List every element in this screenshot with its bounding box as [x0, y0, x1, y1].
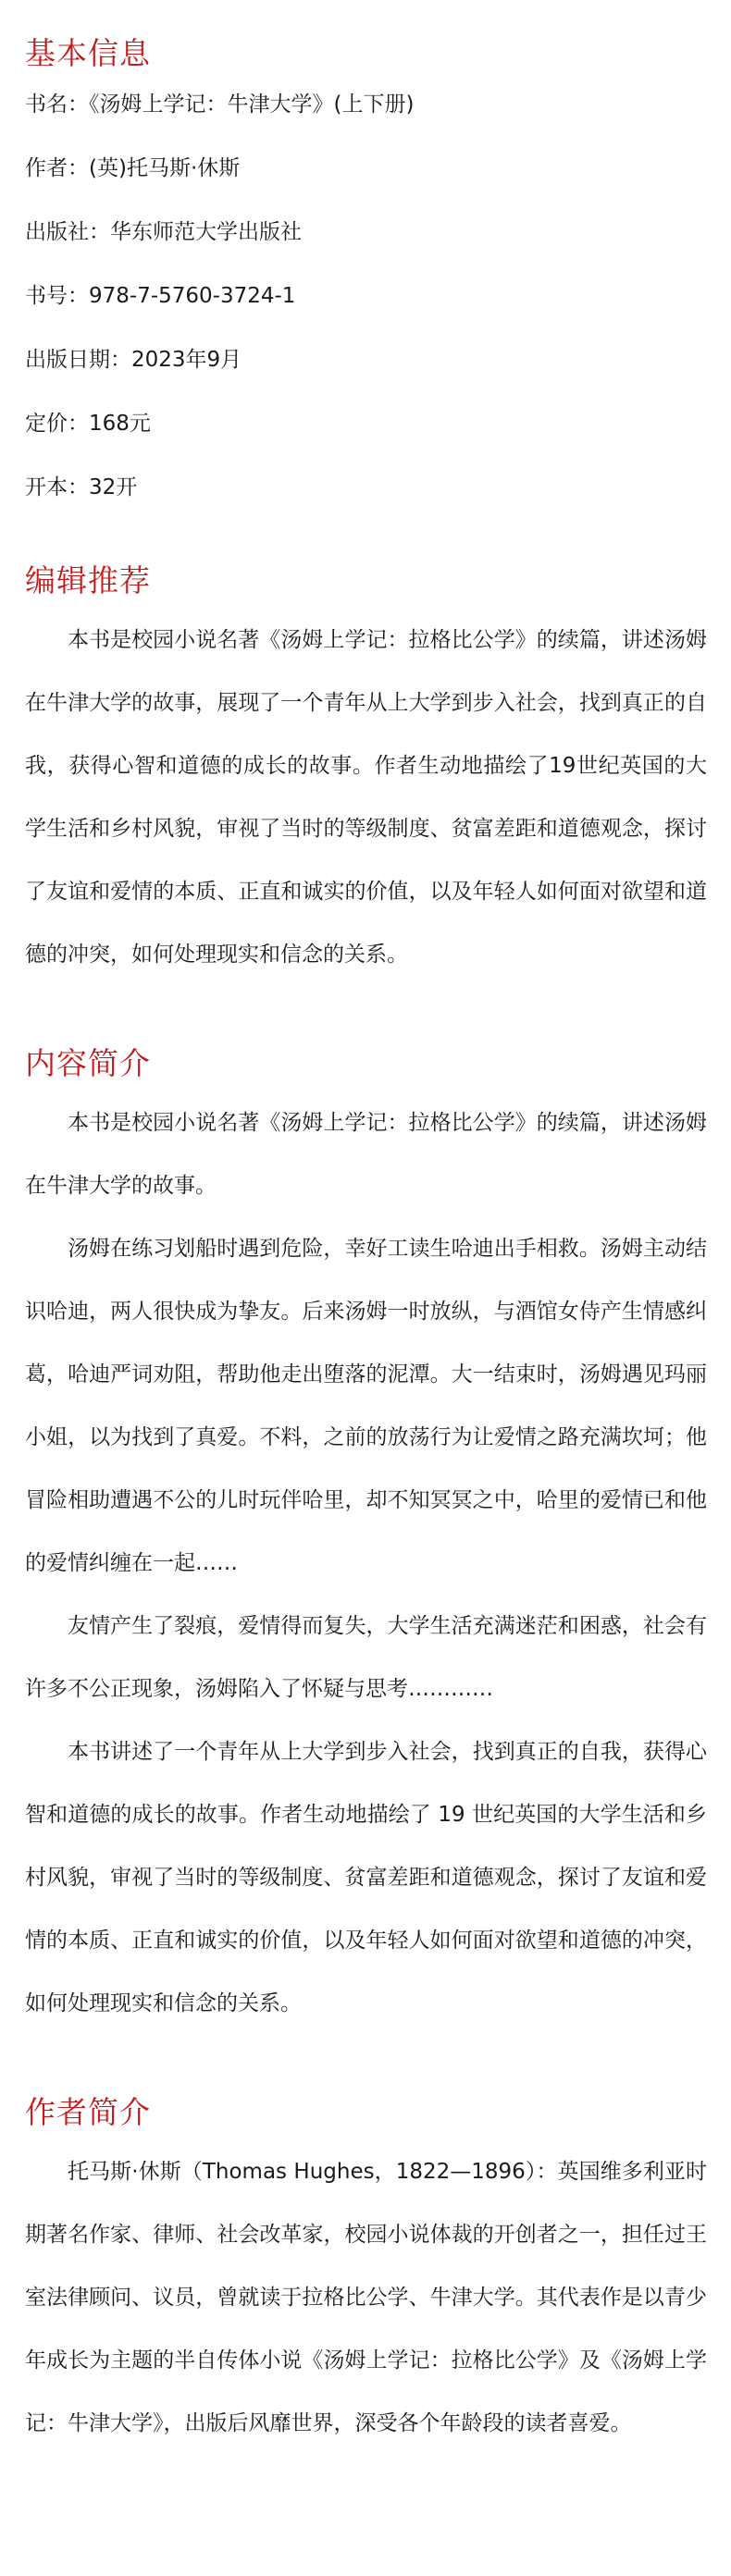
- content-summary-paragraph-2: 汤姆在练习划船时遇到危险，幸好工读生哈迪出手相救。汤姆主动结识哈迪，两人很快成为挚友。后来汤姆一时放纵，与酒馆女侍产生情感纠葛，哈迪严词劝阻，帮助他走出堕落的泥潭。大一结束时，汤姆遇见玛丽小姐，以为找到了真爱。不料，之前的放荡行为让爱情之路充满坎坷；他冒险相助遭遇不公的儿时玩伴哈里，却不知冥冥之中，哈里的爱情已和他的爱情纠缠在一起……: [25, 1237, 707, 1575]
- info-publisher: 出版社：华东师范大学出版社: [25, 220, 302, 244]
- editor-recommendation-paragraph: 本书是校园小说名著《汤姆上学记：拉格比公学》的续篇，讲述汤姆在牛津大学的故事，展现了一个青年从上大学到步入社会，找到真正的自我，获得心智和道德的成长的故事。作者生动地描绘了19世纪英国的大学生活和乡村风貌，审视了当时的等级制度、贫富差距和道德观念，探讨了友谊和爱情的本质、正直和诚实的价值，以及年轻人如何面对欲望和道德的冲突，如何处理现实和信念的关系。: [25, 628, 707, 967]
- content-summary-paragraph-3: 友情产生了裂痕，爱情得而复失，大学生活充满迷茫和困惑，社会有许多不公正现象，汤姆陷入了怀疑与思考…………: [25, 1614, 707, 1701]
- content-summary-section: [25, 1038, 707, 2035]
- info-author: 作者：(英)托马斯·休斯: [25, 156, 241, 180]
- info-price: 定价：168元: [25, 412, 151, 436]
- info-format: 开本：32开: [25, 475, 138, 499]
- author-intro-paragraph: 托马斯·休斯（Thomas Hughes，1822—1896）：英国维多利亚时期著名作家、律师、社会改革家，校园小说体裁的开创者之一，担任过王室法律顾问、议员，曾就读于拉格比公学、牛津大学。其代表作是以青少年成长为主题的半自传体小说《汤姆上学记：拉格比公学》及《汤姆上学记：牛津大学》，出版后风靡世界，深受各个年龄段的读者喜爱。: [25, 2160, 707, 2435]
- info-publish-date: 出版日期：2023年9月: [25, 348, 242, 372]
- content-summary-heading: 内容简介: [25, 1045, 151, 1081]
- author-intro-heading: 作者简介: [25, 2094, 151, 2130]
- editor-recommendation-heading: 编辑推荐: [25, 562, 151, 598]
- info-title: 书名：《汤姆上学记：牛津大学》(上下册): [25, 92, 415, 117]
- content-summary-paragraph-1: 本书是校园小说名著《汤姆上学记：拉格比公学》的续篇，讲述汤姆在牛津大学的故事。: [25, 1111, 707, 1198]
- basic-info-list: [25, 89, 707, 503]
- basic-info-section: [25, 28, 707, 503]
- content-summary-paragraph-4: 本书讲述了一个青年从上大学到步入社会，找到真正的自我，获得心智和道德的成长的故事。作者生动地描绘了 19 世纪英国的大学生活和乡村风貌，审视了当时的等级制度、贫富差距和道德观念，探讨了友谊和爱情的本质、正直和诚实的价值，以及年轻人如何面对欲望和道德的冲突，如何处理现实和信念的关系。: [25, 1740, 707, 2015]
- basic-info-heading: 基本信息: [25, 35, 151, 71]
- author-intro-section: [25, 2087, 707, 2455]
- info-isbn: 书号：978-7-5760-3724-1: [25, 284, 296, 308]
- editor-recommendation-section: [25, 555, 707, 986]
